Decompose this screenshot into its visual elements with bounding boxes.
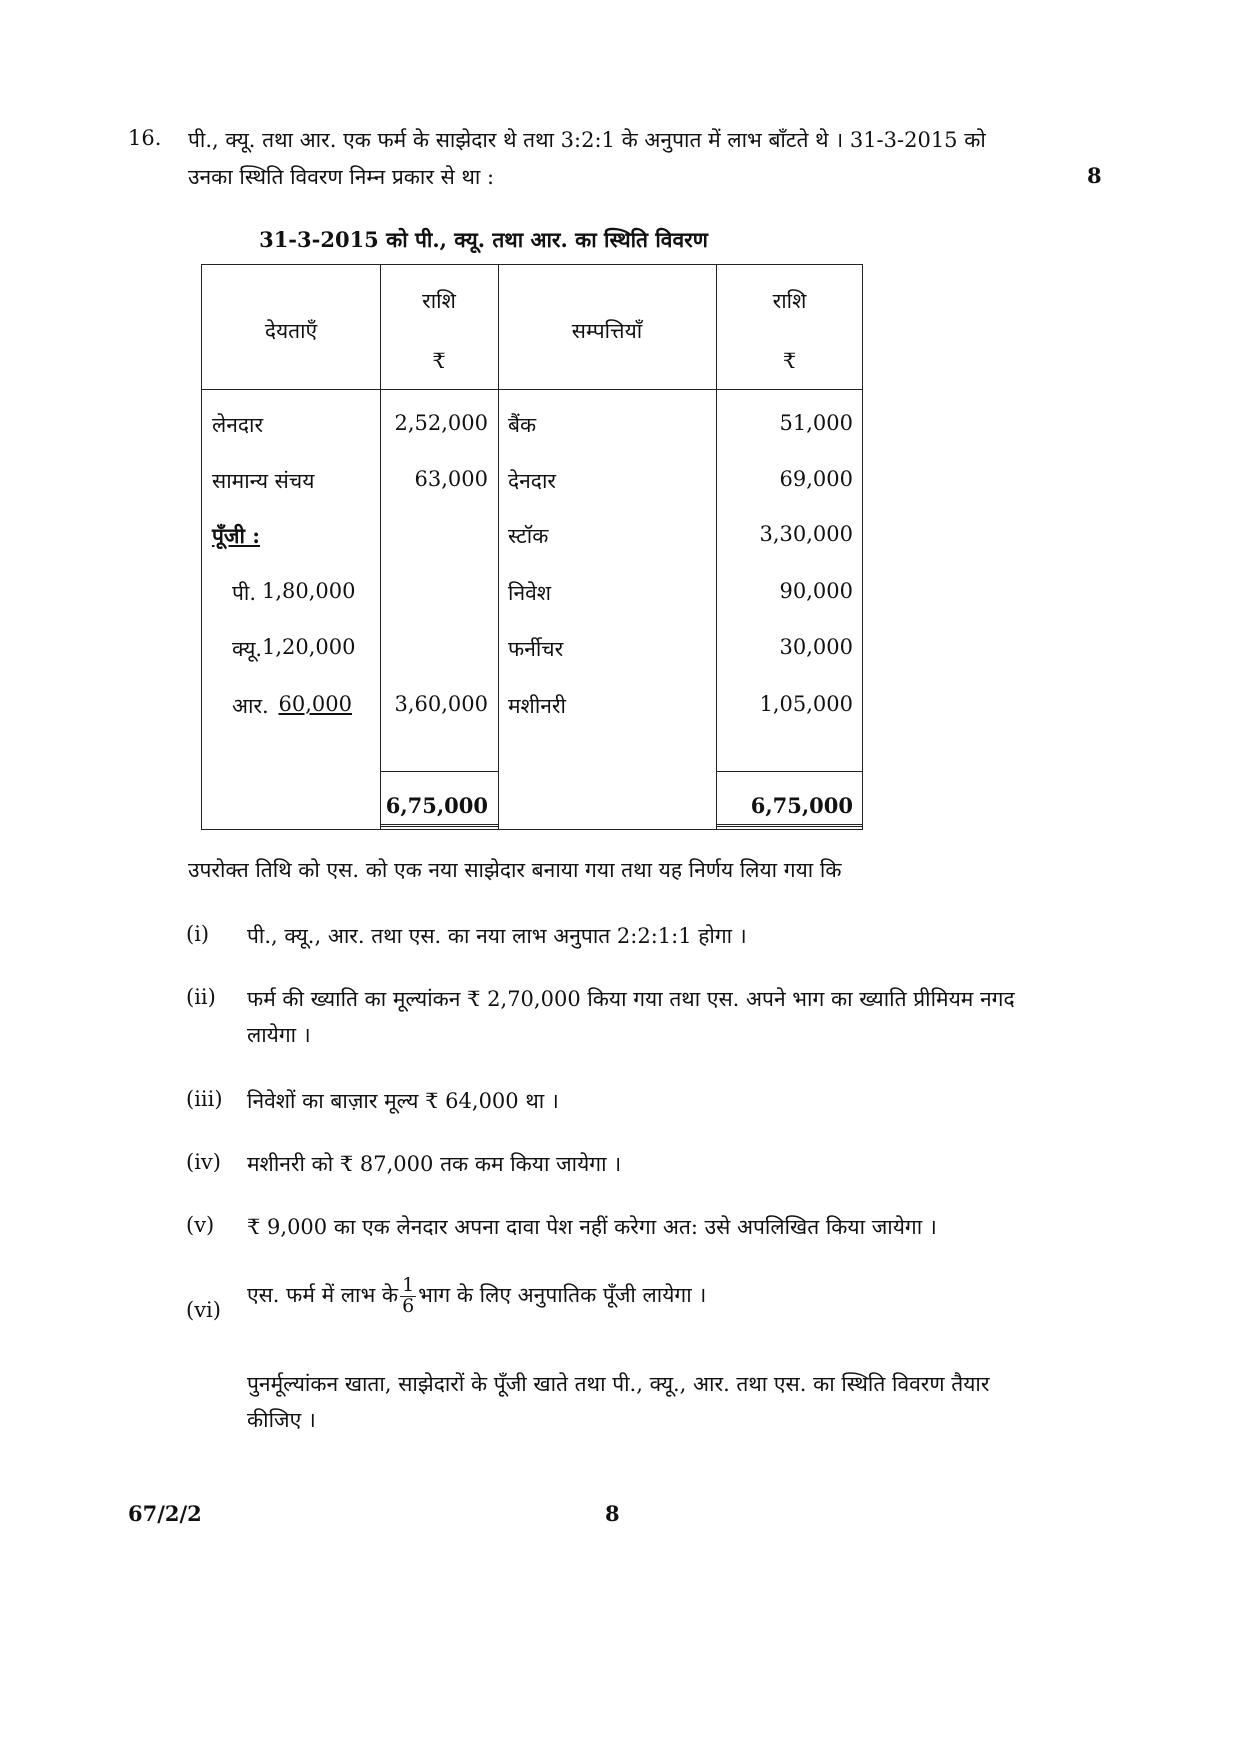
asset-amount: 51,000 (779, 411, 853, 435)
liabilities-total-line (380, 771, 498, 772)
capital-total: 3,60,000 (394, 692, 488, 716)
header-amount-assets: राशि (772, 289, 807, 313)
condition-label: (iv) (186, 1150, 221, 1174)
condition-text: फर्म की ख्याति का मूल्यांकन ₹ 2,70,000 किया गया तथा एस. अपने भाग का ख्याति प्रीमियम नगद (247, 987, 1015, 1011)
header-liabilities: देयताएँ (264, 319, 318, 343)
condition-text-with-fraction (247, 1276, 706, 1317)
condition-text: मशीनरी को ₹ 87,000 तक कम किया जायेगा । (247, 1152, 622, 1176)
question-text-line1: पी., क्यू. तथा आर. एक फर्म के साझेदार थे तथा 3:2:1 के अनुपात में लाभ बाँटते थे । 31-3-2015 को (188, 128, 986, 152)
header-amount-liabilities: राशि (422, 289, 456, 313)
page-number: 8 (605, 1501, 620, 1526)
asset-label: बैंक (508, 413, 537, 437)
asset-amount: 90,000 (779, 579, 853, 603)
header-currency-assets: ₹ (782, 349, 797, 373)
asset-amount: 1,05,000 (759, 692, 853, 716)
instruction-line2: कीजिए । (247, 1408, 316, 1432)
capital-partner-value: 60,000 (278, 692, 352, 716)
asset-label: निवेश (508, 581, 552, 605)
table-title: 31-3-2015 को पी., क्यू. तथा आर. का स्थिति विवरण (259, 227, 708, 252)
balance-sheet-table (201, 264, 863, 830)
header-assets: सम्पत्तियाँ (571, 319, 643, 343)
fraction-denominator: 6 (402, 1294, 415, 1317)
condition-label: (i) (186, 922, 210, 946)
instruction-line1: पुनर्मूल्यांकन खाता, साझेदारों के पूँजी खाते तथा पी., क्यू., आर. तथा एस. का स्थिति विवरण तैयार (247, 1372, 990, 1396)
liabilities-total-double-underline (380, 824, 498, 827)
header-currency-liabilities: ₹ (432, 349, 446, 373)
capital-partner-name: क्यू. (232, 637, 263, 661)
capital-heading: पूँजी : (212, 523, 261, 548)
asset-label: मशीनरी (508, 694, 566, 718)
condition-label: (ii) (186, 985, 216, 1009)
question-marks: 8 (1087, 163, 1102, 188)
liabilities-total: 6,75,000 (385, 793, 488, 818)
column-divider (498, 265, 499, 829)
question-text-line2: उनका स्थिति विवरण निम्न प्रकार से था : (188, 165, 495, 189)
capital-partner-value: 1,80,000 (262, 579, 356, 603)
liability-amount: 2,52,000 (394, 411, 488, 435)
liability-amount: 63,000 (414, 467, 488, 491)
asset-label: फर्नीचर (508, 637, 564, 661)
assets-total-line (716, 771, 863, 772)
condition-label: (vi) (186, 1298, 221, 1322)
liability-label: लेनदार (212, 413, 264, 437)
condition-text-before: एस. फर्म में लाभ के (247, 1282, 399, 1307)
condition-text: निवेशों का बाज़ार मूल्य ₹ 64,000 था । (247, 1089, 559, 1113)
asset-amount: 69,000 (779, 467, 853, 491)
fraction-numerator: 1 (402, 1274, 415, 1296)
question-number: 16. (128, 126, 162, 150)
assets-total-double-underline (716, 824, 863, 827)
condition-label: (v) (186, 1213, 215, 1237)
header-divider (202, 389, 862, 390)
capital-partner-value: 1,20,000 (262, 635, 356, 659)
asset-amount: 3,30,000 (759, 522, 853, 546)
condition-text-continued: लायेगा । (247, 1023, 311, 1047)
liability-label: सामान्य संचय (212, 469, 315, 493)
asset-amount: 30,000 (779, 635, 853, 659)
fraction (400, 1276, 416, 1317)
condition-text-after: भाग के लिए अनुपातिक पूँजी लायेगा । (418, 1282, 707, 1307)
assets-total: 6,75,000 (750, 793, 853, 818)
condition-text: पी., क्यू., आर. तथा एस. का नया लाभ अनुपात 2:2:1:1 होगा । (247, 924, 747, 948)
intro-text: उपरोक्त तिथि को एस. को एक नया साझेदार बनाया गया तथा यह निर्णय लिया गया कि (188, 858, 842, 882)
capital-partner-name: पी. (232, 581, 257, 605)
asset-label: देनदार (508, 469, 556, 493)
condition-text: ₹ 9,000 का एक लेनदार अपना दावा पेश नहीं करेगा अत: उसे अपलिखित किया जायेगा । (247, 1215, 937, 1239)
condition-label: (iii) (186, 1087, 223, 1111)
asset-label: स्टॉक (508, 524, 549, 548)
capital-partner-name: आर. (232, 694, 269, 718)
paper-code: 67/2/2 (128, 1501, 202, 1526)
